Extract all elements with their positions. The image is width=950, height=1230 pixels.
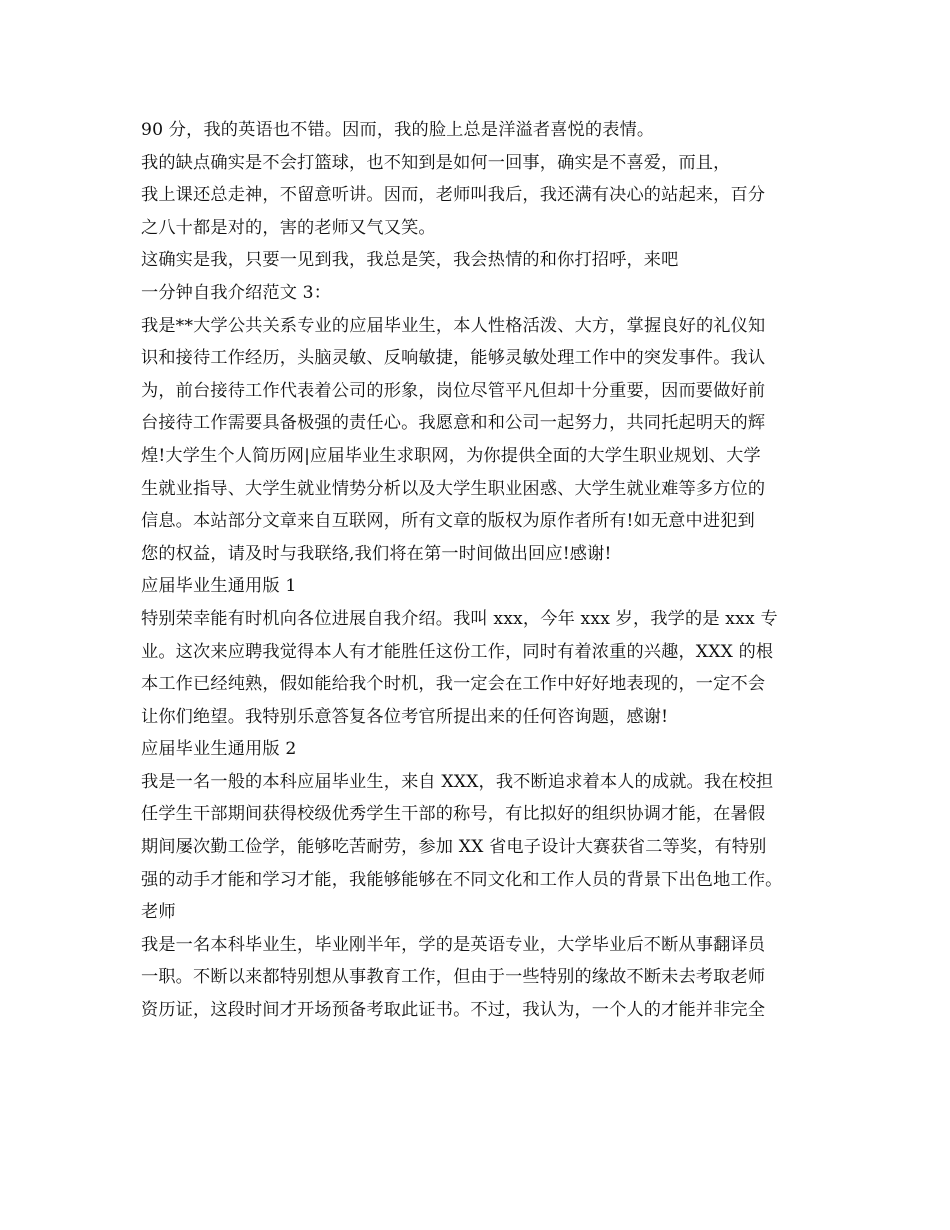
- text-line: 特别荣幸能有时机向各位进展自我介绍。我叫 xxx，今年 xxx 岁，我学的是 xxx 专: [141, 608, 778, 629]
- text-line: 90 分，我的英语也不错。因而，我的脸上总是洋溢者喜悦的表情。: [141, 120, 655, 140]
- text-line: 煌!大学生个人简历网|应届毕业生求职网，为你提供全面的大学生职业规划、大学: [141, 445, 761, 466]
- section-heading: 老师: [141, 902, 176, 923]
- text-line: 本工作已经纯熟，假如能给我个时机，我一定会在工作中好好地表现的，一定不会: [141, 674, 766, 695]
- text-line: 一职。不断以来都特别想从事教育工作，但由于一些特别的缘故不断未去考取老师: [141, 967, 766, 988]
- section-heading: 应届毕业生通用版 2: [141, 739, 297, 760]
- text-line: 信息。本站部分文章来自互联网，所有文章的版权为原作者所有!如无意中进犯到: [141, 511, 755, 532]
- text-line: 生就业指导、大学生就业情势分析以及大学生职业困惑、大学生就业难等多方位的: [141, 478, 766, 499]
- text-line: 我上课还总走神，不留意听讲。因而，老师叫我后，我还满有决心的站起来，百分: [141, 185, 766, 206]
- section-heading: 一分钟自我介绍范文 3：: [141, 282, 332, 303]
- text-line: 识和接待工作经历，头脑灵敏、反响敏捷，能够灵敏处理工作中的突发事件。我认: [141, 348, 766, 369]
- text-line: 为，前台接待工作代表着公司的形象，岗位尽管平凡但却十分重要，因而要做好前: [141, 380, 766, 401]
- text-line: 我是一名本科毕业生，毕业刚半年，学的是英语专业，大学毕业后不断从事翻译员: [141, 934, 766, 955]
- text-line: 期间屡次勤工俭学，能够吃苦耐劳，参加 XX 省电子设计大赛获省二等奖，有特别: [141, 837, 767, 858]
- text-line: 我的缺点确实是不会打篮球，也不知到是如何一回事，确实是不喜爱，而且，: [141, 152, 731, 173]
- text-line: 这确实是我，只要一见到我，我总是笑，我会热情的和你打招呼，来吧: [141, 250, 679, 271]
- section-heading: 应届毕业生通用版 1: [141, 576, 297, 597]
- document-body: [141, 114, 821, 1027]
- text-line: 业。这次来应聘我觉得本人有才能胜任这份工作，同时有着浓重的兴趣，XXX 的根: [141, 641, 774, 662]
- text-line: 我是一名一般的本科应届毕业生，来自 XXX，我不断追求着本人的成就。我在校担: [141, 771, 774, 792]
- text-line: 您的权益，请及时与我联络,我们将在第一时间做出回应!感谢!: [141, 543, 612, 564]
- text-line: 台接待工作需要具备极强的责任心。我愿意和和公司一起努力，共同托起明天的辉: [141, 413, 766, 434]
- text-line: 之八十都是对的，害的老师又气又笑。: [141, 217, 436, 238]
- text-line: 任学生干部期间获得校级优秀学生干部的称号，有比拟好的组织协调才能，在暑假: [141, 804, 766, 825]
- text-line: 让你们绝望。我特别乐意答复各位考官所提出来的任何咨询题，感谢!: [141, 706, 669, 727]
- text-line: 我是**大学公共关系专业的应届毕业生，本人性格活泼、大方，掌握良好的礼仪知: [141, 315, 766, 336]
- text-line: 资历证，这段时间才开场预备考取此证书。不过，我认为，一个人的才能并非完全: [141, 1000, 766, 1021]
- text-line: 强的动手才能和学习才能，我能够能够在不同文化和工作人员的背景下出色地工作。: [141, 869, 783, 890]
